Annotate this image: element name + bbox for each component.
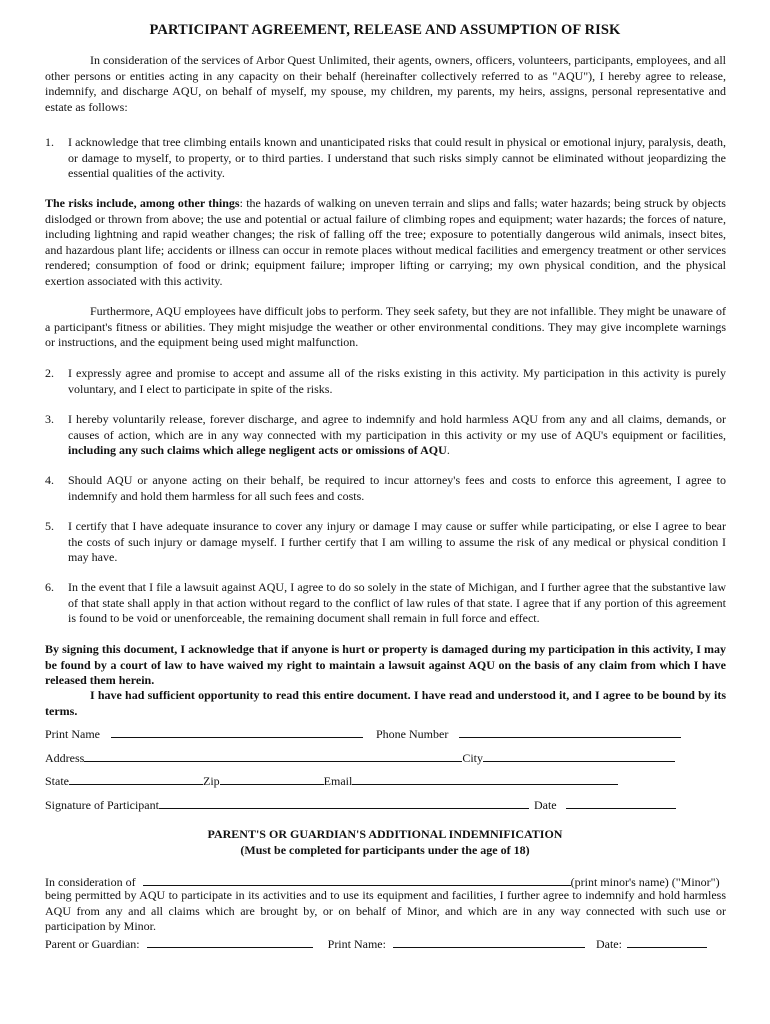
form-row-state-zip-email — [45, 772, 618, 790]
clause-text: I expressly agree and promise to accept and assume all of the risks existing in this activity. My participation in this activity is purely voluntary, and I elect to participate in spite of the risks. — [68, 366, 726, 396]
document-title: PARTICIPANT AGREEMENT, RELEASE AND ASSUMPTION OF RISK — [149, 22, 621, 38]
risks-lead: The risks include, among other things — [45, 196, 240, 210]
clause-text: I acknowledge that tree climbing entails known and unanticipated risks that could result in physical or emotional injury, paralysis, death, or damage to myself, to property, or to third parties. I understand that such risks simply cannot be eliminated without jeopardizing the essential qualities of the activity. — [68, 135, 726, 180]
clause-6 — [45, 580, 726, 627]
minor-name-field[interactable] — [143, 873, 571, 886]
state-field[interactable] — [69, 772, 203, 785]
clause-number: 4. — [45, 473, 54, 487]
clause-5 — [45, 519, 726, 566]
guardian-heading: PARENT'S OR GUARDIAN'S ADDITIONAL INDEMNIFICATION — [207, 827, 563, 841]
clause-1 — [45, 135, 726, 182]
form-row-name-phone — [45, 725, 681, 743]
signature-field[interactable] — [159, 796, 529, 809]
consideration-label: In consideration of — [45, 875, 136, 889]
furthermore-paragraph: Furthermore, AQU employees have difficult jobs to perform. They seek safety, but they are not infallible. They might be unaware of a participant's fitness or abilities. They might misjudge the weather or other environmental conditions. They may give incomplete warnings or instructions, and the equipment being used might malfunction. — [45, 304, 726, 349]
form-row-address-city — [45, 749, 675, 767]
clause-number: 1. — [45, 135, 54, 149]
guardian-subheading: (Must be completed for participants under the age of 18) — [240, 843, 530, 857]
zip-label: Zip — [203, 774, 220, 788]
city-field[interactable] — [483, 749, 675, 762]
parent-guardian-label: Parent or Guardian: — [45, 937, 140, 951]
phone-number-field[interactable] — [459, 725, 681, 738]
clause-text: I certify that I have adequate insurance to cover any injury or damage I may cause or suffer while participating, or else I agree to bear the costs of such injury or damage myself. I further certify that I am willing to assume the risk of any medical or physical condition I may have. — [68, 519, 726, 564]
date-field[interactable] — [566, 796, 676, 809]
guardian-print-name-label: Print Name: — [327, 937, 386, 951]
clause-bold-text: including any such claims which allege negligent acts or omissions of AQU — [68, 443, 447, 457]
email-field[interactable] — [352, 772, 618, 785]
parent-guardian-field[interactable] — [147, 935, 313, 948]
clause-number: 2. — [45, 366, 54, 380]
opportunity-statement: I have had sufficient opportunity to read this entire document. I have read and understood it, and I agree to be bound by its terms. — [45, 688, 726, 718]
state-label: State — [45, 774, 69, 788]
form-row-signature-date — [45, 796, 676, 814]
clause-end: . — [446, 443, 450, 457]
print-name-field[interactable] — [111, 725, 363, 738]
clause-number: 6. — [45, 580, 54, 594]
clause-text: I hereby voluntarily release, forever discharge, and agree to indemnify and hold harmless AQU from any and all claims, demands, or causes of action, which are in any way connected with my participation in this activity or my use of AQU's equipment or facilities, — [68, 412, 726, 442]
guardian-print-name-field[interactable] — [393, 935, 585, 948]
risks-paragraph — [45, 196, 726, 289]
address-label: Address — [45, 751, 85, 765]
signing-acknowledgement: By signing this document, I acknowledge that if anyone is hurt or property is damaged during my participation in this activity, I may be found by a court of law to have waived my right to maintain a lawsuit against AQU on the basis of any claim from which I have released them herein. — [45, 642, 726, 687]
intro-paragraph: In consideration of the services of Arbor Quest Unlimited, their agents, owners, officers, volunteers, participants, employees, and all other persons or entities acting in any capacity on their behalf (hereinafter collectively referred to as "AQU"), I hereby agree to release, indemnify, and discharge AQU, on behalf of myself, my spouse, my children, my parents, my heirs, assigns, personal representative and estate as follows: — [45, 53, 726, 114]
zip-field[interactable] — [220, 772, 324, 785]
print-name-label: Print Name — [45, 727, 100, 741]
clause-text: In the event that I file a lawsuit against AQU, I agree to do so solely in the state of Michigan, and I further agree that the substantive law of that state shall apply in that action without regard to the conflict of law rules of that state. I agree that if any portion of this agreement is found to be void or unenforceable, the remaining document shall remain in full force and effect. — [68, 580, 726, 625]
clause-number: 3. — [45, 412, 54, 426]
signature-label: Signature of Participant — [45, 798, 159, 812]
date-label: Date — [533, 798, 557, 812]
city-label: City — [462, 751, 483, 765]
clause-2 — [45, 366, 726, 397]
clause-number: 5. — [45, 519, 54, 533]
clause-text: Should AQU or anyone acting on their behalf, be required to incur attorney's fees and costs to enforce this agreement, I agree to indemnify and hold them harmless for all such fees and costs. — [68, 473, 726, 503]
email-label: Email — [323, 774, 353, 788]
guardian-body: being permitted by AQU to participate in its activities and to use its equipment and facilities, I further agree to indemnify and hold harmless AQU from any and all claims which are brought by, or on behalf of Minor, and which are in any way connected with such use or participation by Minor. — [45, 888, 726, 933]
clause-3 — [45, 412, 726, 459]
guardian-signature-row — [45, 935, 707, 953]
guardian-date-field[interactable] — [627, 935, 707, 948]
phone-number-label: Phone Number — [376, 727, 449, 741]
guardian-date-label: Date: — [595, 937, 622, 951]
clause-4 — [45, 473, 726, 504]
address-field[interactable] — [84, 749, 462, 762]
risks-text: : the hazards of walking on uneven terrain and slips and falls; water hazards; being struck by objects dislodged or thrown from above; the use and potential or actual failure of climbing ropes and equipment; water hazards; the forces of nature, including lightning and rapid weather changes; the risk of falling off the tree; exposure to potentially dangerous wild animals, insect bites, and hazardous plant life; accidents or illness can occur in remote places without medical facilities and emergency treatment or other services rendered; consumption of food or drink; equipment failure; improper lifting or carrying; my own physical condition, and the physical exertion associated with this activity. — [45, 196, 726, 288]
minor-name-label: (print minor's name) ("Minor") — [570, 875, 720, 889]
